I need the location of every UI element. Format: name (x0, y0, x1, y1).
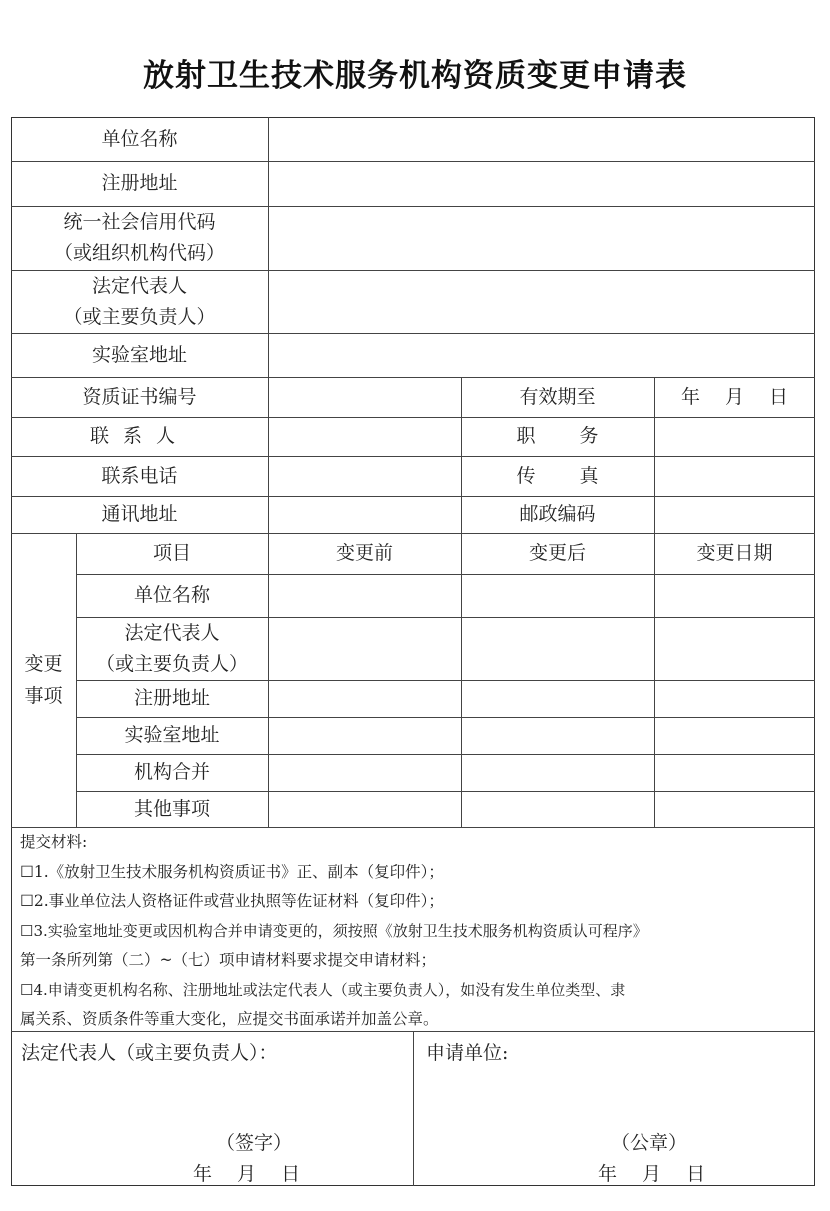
seal-note: （公章） (611, 1132, 688, 1154)
change-row-other: 其他事项 (133, 797, 210, 820)
materials-item: 属关系、资质条件等重大变化，应提交书面承诺并加盖公章。 (20, 1010, 439, 1028)
change-header-date: 变更日期 (696, 542, 773, 564)
legal-rep-signature-label: 法定代表人（或主要负责人）： (21, 1042, 278, 1064)
reg-address-field[interactable] (268, 161, 815, 206)
applicant-label: 申请单位: (426, 1042, 509, 1064)
form-title: 放射卫生技术服务机构资质变更申请表 (143, 58, 687, 94)
fax-label: 传真 (516, 464, 643, 487)
cert-no-label: 资质证书编号 (82, 385, 197, 408)
lab-address-label: 实验室地址 (91, 343, 187, 366)
legal-rep-field[interactable] (268, 270, 815, 333)
unit-name-field[interactable] (268, 117, 815, 161)
sign-note: （签字） (216, 1132, 293, 1154)
change-row-legal-rep: 法定代表人 （或主要负责人） (95, 621, 248, 675)
cert-no-field[interactable] (268, 377, 461, 417)
change-header-before: 变更前 (335, 542, 393, 564)
position-field[interactable] (654, 417, 815, 456)
valid-until-label: 有效期至 (519, 385, 596, 408)
unit-name-label: 单位名称 (101, 127, 178, 150)
materials-item: ☐2.事业单位法人资格证件或营业执照等佐证材料（复印件）； (20, 892, 444, 910)
contact-label: 联系人 (89, 425, 189, 447)
change-header-after: 变更后 (528, 542, 586, 564)
materials-item: 第一条所列第（二）~（七）项申请材料要求提交申请材料； (20, 951, 436, 969)
position-label: 职务 (516, 425, 643, 447)
mail-address-field[interactable] (268, 496, 461, 533)
lab-address-field[interactable] (268, 333, 815, 377)
credit-code-field[interactable] (268, 206, 815, 270)
materials-section (20, 828, 820, 1035)
col-divider (413, 1031, 414, 1186)
sign-date[interactable]: 年 月 日 (193, 1163, 301, 1185)
change-header-item: 项目 (152, 542, 191, 564)
phone-field[interactable] (268, 456, 461, 496)
materials-item: ☐1.《放射卫生技术服务机构资质证书》正、副本（复印件）； (20, 862, 444, 881)
seal-date[interactable]: 年 月 日 (598, 1163, 706, 1185)
legal-rep-label: 法定代表人 （或主要负责人） (63, 274, 216, 328)
materials-heading: 提交材料: (20, 833, 88, 851)
materials-item: ☐3.实验室地址变更或因机构合并申请变更的，须按照《放射卫生技术服务机构资质认可程序》 (20, 921, 648, 940)
change-row-lab-address: 实验室地址 (124, 724, 220, 746)
contact-field[interactable] (268, 417, 461, 456)
materials-item: ☐4.申请变更机构名称、注册地址或法定代表人（或主要负责人），如没有发生单位类型、隶 (20, 980, 626, 999)
postcode-label: 邮政编码 (519, 503, 596, 525)
fax-field[interactable] (654, 456, 815, 496)
change-row-reg-address: 注册地址 (133, 687, 210, 709)
reg-address-label: 注册地址 (101, 172, 178, 194)
change-row-merger: 机构合并 (133, 761, 210, 783)
credit-code-label: 统一社会信用代码 （或组织机构代码） (53, 211, 225, 264)
change-items-side-label: 变更 事项 (24, 653, 63, 707)
postcode-field[interactable] (654, 496, 815, 533)
valid-until-date[interactable]: 年 月 日 (680, 385, 789, 408)
phone-label: 联系电话 (101, 464, 178, 487)
change-row-unit-name: 单位名称 (133, 584, 210, 606)
mail-address-label: 通讯地址 (101, 503, 178, 525)
